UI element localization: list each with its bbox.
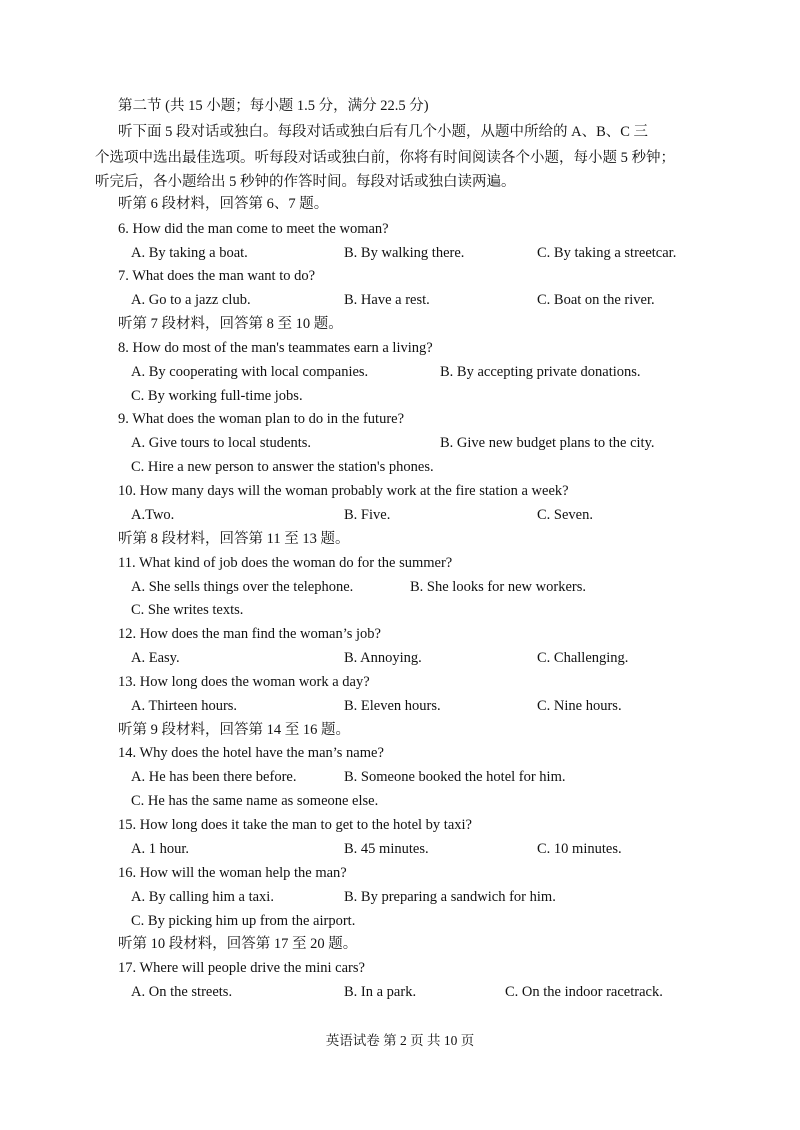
instructions-line-1: 听下面 5 段对话或独白。每段对话或独白后有几个小题，从题中所给的 A、B、C 三 <box>118 124 649 140</box>
option-b: B. Eleven hours. <box>344 698 441 714</box>
material-heading: 听第 7 段材料，回答第 8 至 10 题。 <box>118 316 343 332</box>
question-14: 14. Why does the hotel have the man’s name? <box>118 745 384 761</box>
question-9: 9. What does the woman plan to do in the future? <box>118 411 405 427</box>
option-a: A. By calling him a taxi. <box>131 889 274 905</box>
option-a: A. 1 hour. <box>131 841 189 857</box>
question-15: 15. How long does it take the man to get to the hotel by taxi? <box>118 817 472 833</box>
option-b: B. Give new budget plans to the city. <box>440 435 655 451</box>
option-b: B. Annoying. <box>344 650 422 666</box>
option-a: A. Easy. <box>131 650 180 666</box>
question-6: 6. How did the man come to meet the woman? <box>118 221 389 237</box>
question-13: 13. How long does the woman work a day? <box>118 674 370 690</box>
question-17: 17. Where will people drive the mini cars? <box>118 960 365 976</box>
material-heading: 听第 6 段材料，回答第 6、7 题。 <box>118 196 329 212</box>
option-b: B. Five. <box>344 507 391 523</box>
instructions-line-2: 个选项中选出最佳选项。听每段对话或独白前，你将有时间阅读各个小题，每小题 5 秒钟； <box>95 150 675 166</box>
option-c: C. By working full-time jobs. <box>131 388 303 404</box>
option-a: A. Go to a jazz club. <box>131 292 251 308</box>
section-header: 第二节 (共 15 小题；每小题 1.5 分，满分 22.5 分) <box>118 98 429 114</box>
material-heading: 听第 10 段材料，回答第 17 至 20 题。 <box>118 936 358 952</box>
option-a: A. By taking a boat. <box>131 245 248 261</box>
option-c: C. By picking him up from the airport. <box>131 913 356 929</box>
option-c: C. Challenging. <box>537 650 629 666</box>
option-a: A.Two. <box>131 507 175 523</box>
option-b: B. By walking there. <box>344 245 465 261</box>
option-c: C. By taking a streetcar. <box>537 245 677 261</box>
option-c: C. On the indoor racetrack. <box>505 984 663 1000</box>
material-heading: 听第 9 段材料，回答第 14 至 16 题。 <box>118 722 350 738</box>
option-b: B. By accepting private donations. <box>440 364 641 380</box>
question-12: 12. How does the man find the woman’s job? <box>118 626 381 642</box>
question-10: 10. How many days will the woman probably work at the fire station a week? <box>118 483 569 499</box>
option-b: B. 45 minutes. <box>344 841 429 857</box>
option-c: C. Boat on the river. <box>537 292 655 308</box>
question-11: 11. What kind of job does the woman do for the summer? <box>118 555 453 571</box>
option-a: A. On the streets. <box>131 984 233 1000</box>
option-c: C. Hire a new person to answer the station's phones. <box>131 459 434 475</box>
option-a: A. By cooperating with local companies. <box>131 364 369 380</box>
instructions-line-3: 听完后，各小题给出 5 秒钟的作答时间。每段对话或独白读两遍。 <box>95 174 516 190</box>
question-16: 16. How will the woman help the man? <box>118 865 347 881</box>
page-footer: 英语试卷 第 2 页 共 10 页 <box>325 1033 475 1048</box>
material-heading: 听第 8 段材料，回答第 11 至 13 题。 <box>118 531 350 547</box>
option-a: A. Give tours to local students. <box>131 435 312 451</box>
option-a: A. Thirteen hours. <box>131 698 238 714</box>
option-a: A. She sells things over the telephone. <box>131 579 354 595</box>
option-a: A. He has been there before. <box>131 769 297 785</box>
option-c: C. Seven. <box>537 507 593 523</box>
option-b: B. By preparing a sandwich for him. <box>344 889 556 905</box>
question-8: 8. How do most of the man's teammates earn a living? <box>118 340 433 356</box>
option-b: B. She looks for new workers. <box>410 579 586 595</box>
option-b: B. In a park. <box>344 984 417 1000</box>
option-b: B. Someone booked the hotel for him. <box>344 769 566 785</box>
option-c: C. Nine hours. <box>537 698 622 714</box>
option-c: C. She writes texts. <box>131 602 244 618</box>
option-c: C. He has the same name as someone else. <box>131 793 379 809</box>
question-7: 7. What does the man want to do? <box>118 268 316 284</box>
option-c: C. 10 minutes. <box>537 841 622 857</box>
option-b: B. Have a rest. <box>344 292 430 308</box>
